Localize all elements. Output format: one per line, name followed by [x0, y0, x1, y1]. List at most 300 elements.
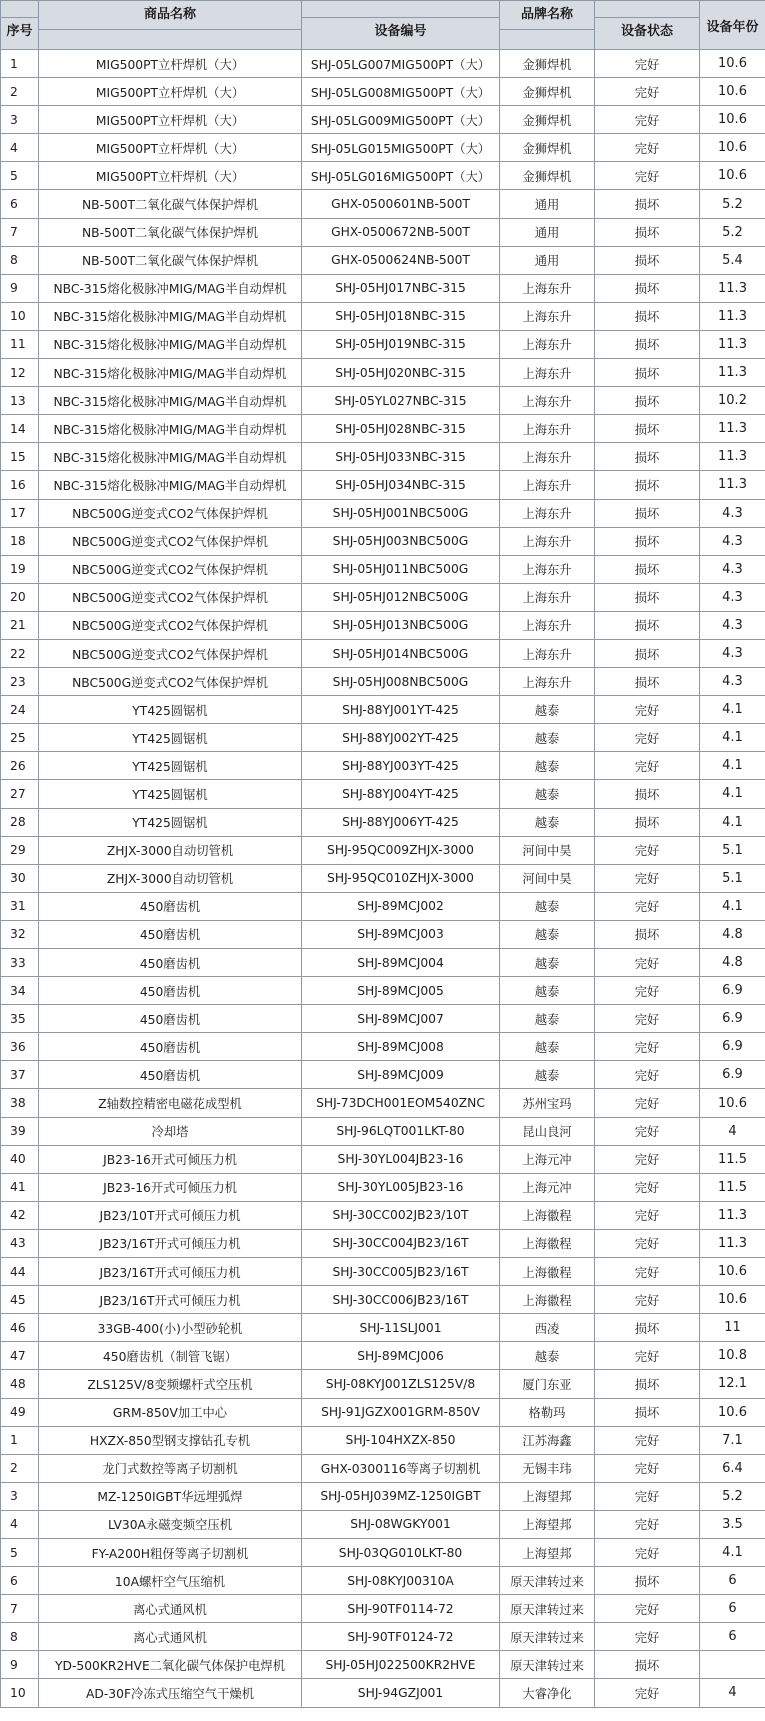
- cell-status: 完好: [595, 1342, 700, 1370]
- cell-device-code: SHJ-05LG009MIG500PT（大）: [302, 106, 500, 134]
- cell-year: 4.3: [700, 555, 765, 583]
- cell-index: 41: [1, 1173, 39, 1201]
- cell-status: 损坏: [595, 499, 700, 527]
- cell-device-code: SHJ-30YL005JB23-16: [302, 1173, 500, 1201]
- cell-status: 损坏: [595, 808, 700, 836]
- table-row: [1, 1061, 765, 1089]
- table-row: [1, 1651, 765, 1679]
- cell-brand: 金狮焊机: [500, 134, 595, 162]
- table-row: [1, 555, 765, 583]
- cell-device-code: SHJ-05LG016MIG500PT（大）: [302, 162, 500, 190]
- table-row: [1, 892, 765, 920]
- cell-status: 完好: [595, 1623, 700, 1651]
- table-row: [1, 752, 765, 780]
- cell-year: 10.2: [700, 387, 765, 415]
- cell-product-name: JB23-16开式可倾压力机: [39, 1145, 302, 1173]
- cell-brand: 越泰: [500, 808, 595, 836]
- cell-year: 12.1: [700, 1370, 765, 1398]
- cell-brand: 西凌: [500, 1314, 595, 1342]
- cell-device-code: SHJ-05HJ028NBC-315: [302, 415, 500, 443]
- cell-year: 6: [700, 1623, 765, 1651]
- cell-year: 10.6: [700, 1398, 765, 1426]
- cell-device-code: SHJ-05HJ017NBC-315: [302, 274, 500, 302]
- cell-brand: 上海徽程: [500, 1258, 595, 1286]
- cell-device-code: SHJ-30CC005JB23/16T: [302, 1258, 500, 1286]
- cell-index: 10: [1, 1679, 39, 1707]
- cell-product-name: YT425圆锯机: [39, 808, 302, 836]
- cell-device-code: SHJ-89MCJ008: [302, 1033, 500, 1061]
- cell-product-name: YT425圆锯机: [39, 724, 302, 752]
- cell-status: 完好: [595, 977, 700, 1005]
- cell-status: 损坏: [595, 920, 700, 948]
- cell-year: 4: [700, 1117, 765, 1145]
- header-index: 序号: [1, 1, 39, 50]
- cell-product-name: 450磨齿机: [39, 1033, 302, 1061]
- table-row: [1, 1454, 765, 1482]
- cell-brand: 金狮焊机: [500, 106, 595, 134]
- cell-product-name: YD-500KR2HVE二氧化碳气体保护电焊机: [39, 1651, 302, 1679]
- cell-status: 损坏: [595, 1651, 700, 1679]
- cell-product-name: JB23-16开式可倾压力机: [39, 1173, 302, 1201]
- table-row: [1, 499, 765, 527]
- cell-status: 完好: [595, 1510, 700, 1538]
- cell-product-name: JB23/16T开式可倾压力机: [39, 1258, 302, 1286]
- cell-index: 24: [1, 696, 39, 724]
- table-row: [1, 50, 765, 78]
- cell-device-code: SHJ-05LG015MIG500PT（大）: [302, 134, 500, 162]
- table-row: [1, 78, 765, 106]
- cell-device-code: SHJ-05YL027NBC-315: [302, 387, 500, 415]
- cell-year: 4.1: [700, 696, 765, 724]
- cell-status: 完好: [595, 1258, 700, 1286]
- cell-index: 5: [1, 162, 39, 190]
- cell-index: 47: [1, 1342, 39, 1370]
- cell-year: 4.1: [700, 892, 765, 920]
- cell-brand: 上海东升: [500, 555, 595, 583]
- cell-device-code: SHJ-30YL004JB23-16: [302, 1145, 500, 1173]
- cell-year: 4.3: [700, 499, 765, 527]
- cell-status: 完好: [595, 836, 700, 864]
- cell-brand: 上海东升: [500, 611, 595, 639]
- cell-device-code: SHJ-08KYJ00310A: [302, 1567, 500, 1595]
- table-row: [1, 1567, 765, 1595]
- cell-device-code: SHJ-05HJ012NBC500G: [302, 583, 500, 611]
- cell-index: 6: [1, 190, 39, 218]
- cell-year: 10.6: [700, 134, 765, 162]
- cell-index: 16: [1, 471, 39, 499]
- cell-year: 4.3: [700, 611, 765, 639]
- cell-index: 3: [1, 1482, 39, 1510]
- cell-year: 10.6: [700, 162, 765, 190]
- cell-product-name: 离心式通风机: [39, 1623, 302, 1651]
- cell-brand: 上海望邦: [500, 1510, 595, 1538]
- table-row: [1, 1258, 765, 1286]
- cell-status: 完好: [595, 1426, 700, 1454]
- table-row: [1, 977, 765, 1005]
- cell-device-code: SHJ-05LG008MIG500PT（大）: [302, 78, 500, 106]
- table-row: [1, 696, 765, 724]
- cell-brand: 上海东升: [500, 387, 595, 415]
- cell-device-code: SHJ-05HJ001NBC500G: [302, 499, 500, 527]
- table-row: [1, 1482, 765, 1510]
- cell-brand: 上海东升: [500, 668, 595, 696]
- cell-year: 10.6: [700, 50, 765, 78]
- cell-year: 5.1: [700, 836, 765, 864]
- table-row: [1, 1173, 765, 1201]
- cell-year: 4.3: [700, 639, 765, 667]
- cell-status: 完好: [595, 892, 700, 920]
- cell-status: 完好: [595, 1061, 700, 1089]
- cell-year: 4.1: [700, 780, 765, 808]
- cell-product-name: NBC-315熔化极脉冲MIG/MAG半自动焊机: [39, 471, 302, 499]
- cell-brand: 越泰: [500, 780, 595, 808]
- cell-status: 损坏: [595, 246, 700, 274]
- table-row: [1, 1538, 765, 1566]
- cell-product-name: 龙门式数控等离子切割机: [39, 1454, 302, 1482]
- cell-product-name: NBC-315熔化极脉冲MIG/MAG半自动焊机: [39, 274, 302, 302]
- cell-device-code: GHX-0300116等离子切割机: [302, 1454, 500, 1482]
- table-row: [1, 190, 765, 218]
- cell-device-code: SHJ-08KYJ001ZLS125V/8: [302, 1370, 500, 1398]
- cell-year: 10.6: [700, 106, 765, 134]
- table-row: [1, 415, 765, 443]
- cell-brand: 上海东升: [500, 471, 595, 499]
- cell-index: 2: [1, 1454, 39, 1482]
- cell-brand: 江苏海鑫: [500, 1426, 595, 1454]
- cell-index: 9: [1, 274, 39, 302]
- table-row: [1, 1398, 765, 1426]
- cell-brand: 河间中昊: [500, 864, 595, 892]
- cell-device-code: SHJ-89MCJ004: [302, 949, 500, 977]
- table-row: [1, 780, 765, 808]
- cell-device-code: SHJ-30CC002JB23/10T: [302, 1201, 500, 1229]
- cell-product-name: FY-A200H粗伢等离子切割机: [39, 1538, 302, 1566]
- table-row: [1, 1089, 765, 1117]
- cell-brand: 无锡丰玮: [500, 1454, 595, 1482]
- cell-brand: 上海东升: [500, 583, 595, 611]
- cell-index: 39: [1, 1117, 39, 1145]
- cell-year: 11.5: [700, 1145, 765, 1173]
- header-product-name: 商品名称: [39, 1, 302, 50]
- cell-brand: 越泰: [500, 696, 595, 724]
- table-row: [1, 1510, 765, 1538]
- cell-product-name: JB23/16T开式可倾压力机: [39, 1286, 302, 1314]
- cell-product-name: NBC-315熔化极脉冲MIG/MAG半自动焊机: [39, 359, 302, 387]
- cell-year: 6: [700, 1595, 765, 1623]
- cell-index: 15: [1, 443, 39, 471]
- table-row: [1, 920, 765, 948]
- cell-status: 损坏: [595, 471, 700, 499]
- cell-status: 损坏: [595, 611, 700, 639]
- cell-product-name: GRM-850V加工中心: [39, 1398, 302, 1426]
- cell-product-name: YT425圆锯机: [39, 752, 302, 780]
- header-device-code: 设备编号: [302, 1, 500, 50]
- table-row: [1, 330, 765, 358]
- cell-index: 21: [1, 611, 39, 639]
- cell-index: 8: [1, 246, 39, 274]
- cell-year: 10.6: [700, 1258, 765, 1286]
- cell-device-code: SHJ-08WGKY001: [302, 1510, 500, 1538]
- table-row: [1, 1229, 765, 1257]
- cell-year: 11.3: [700, 471, 765, 499]
- table-row: [1, 443, 765, 471]
- cell-brand: 河间中昊: [500, 836, 595, 864]
- cell-index: 22: [1, 639, 39, 667]
- cell-brand: 上海东升: [500, 639, 595, 667]
- cell-year: [700, 1651, 765, 1679]
- cell-index: 10: [1, 302, 39, 330]
- cell-status: 完好: [595, 1145, 700, 1173]
- cell-year: 4.1: [700, 752, 765, 780]
- cell-device-code: SHJ-88YJ006YT-425: [302, 808, 500, 836]
- header-year: 设备年份: [700, 1, 765, 50]
- cell-brand: 上海元冲: [500, 1173, 595, 1201]
- cell-product-name: 450磨齿机: [39, 1005, 302, 1033]
- cell-brand: 越泰: [500, 920, 595, 948]
- cell-status: 完好: [595, 864, 700, 892]
- cell-product-name: Z轴数控精密电磁花成型机: [39, 1089, 302, 1117]
- cell-year: 4.1: [700, 1538, 765, 1566]
- cell-device-code: SHJ-91JGZX001GRM-850V: [302, 1398, 500, 1426]
- cell-year: 10.6: [700, 1089, 765, 1117]
- cell-product-name: NBC500G逆变式CO2气体保护焊机: [39, 555, 302, 583]
- cell-index: 30: [1, 864, 39, 892]
- cell-brand: 上海东升: [500, 274, 595, 302]
- table-row: [1, 949, 765, 977]
- cell-product-name: NBC500G逆变式CO2气体保护焊机: [39, 668, 302, 696]
- cell-index: 40: [1, 1145, 39, 1173]
- cell-index: 19: [1, 555, 39, 583]
- cell-product-name: NBC500G逆变式CO2气体保护焊机: [39, 639, 302, 667]
- table-row: [1, 864, 765, 892]
- cell-device-code: SHJ-11SLJ001: [302, 1314, 500, 1342]
- cell-device-code: SHJ-05HJ003NBC500G: [302, 527, 500, 555]
- cell-device-code: SHJ-05HJ011NBC500G: [302, 555, 500, 583]
- cell-device-code: GHX-0500672NB-500T: [302, 218, 500, 246]
- cell-brand: 越泰: [500, 1342, 595, 1370]
- cell-brand: 上海徽程: [500, 1286, 595, 1314]
- cell-index: 44: [1, 1258, 39, 1286]
- cell-product-name: LV30A永磁变频空压机: [39, 1510, 302, 1538]
- cell-product-name: JB23/16T开式可倾压力机: [39, 1229, 302, 1257]
- cell-device-code: SHJ-05HJ039MZ-1250IGBT: [302, 1482, 500, 1510]
- cell-device-code: SHJ-05HJ020NBC-315: [302, 359, 500, 387]
- cell-status: 完好: [595, 696, 700, 724]
- cell-index: 42: [1, 1201, 39, 1229]
- table-row: [1, 1426, 765, 1454]
- cell-index: 6: [1, 1567, 39, 1595]
- cell-year: 4.3: [700, 583, 765, 611]
- cell-status: 损坏: [595, 555, 700, 583]
- table-row: [1, 1145, 765, 1173]
- cell-device-code: SHJ-05LG007MIG500PT（大）: [302, 50, 500, 78]
- cell-device-code: SHJ-89MCJ007: [302, 1005, 500, 1033]
- cell-year: 6.9: [700, 1005, 765, 1033]
- cell-index: 34: [1, 977, 39, 1005]
- table-row: [1, 668, 765, 696]
- cell-status: 损坏: [595, 527, 700, 555]
- cell-index: 26: [1, 752, 39, 780]
- cell-status: 完好: [595, 162, 700, 190]
- table-row: [1, 1005, 765, 1033]
- cell-device-code: SHJ-73DCH001EOM540ZNC: [302, 1089, 500, 1117]
- table-row: [1, 302, 765, 330]
- cell-product-name: 450磨齿机（制管飞锯）: [39, 1342, 302, 1370]
- cell-product-name: 450磨齿机: [39, 977, 302, 1005]
- table-row: [1, 583, 765, 611]
- cell-brand: 越泰: [500, 1033, 595, 1061]
- cell-index: 48: [1, 1370, 39, 1398]
- cell-product-name: NBC-315熔化极脉冲MIG/MAG半自动焊机: [39, 415, 302, 443]
- table-row: [1, 387, 765, 415]
- cell-index: 32: [1, 920, 39, 948]
- table-row: [1, 274, 765, 302]
- table-row: [1, 1314, 765, 1342]
- cell-year: 6.9: [700, 977, 765, 1005]
- cell-year: 11: [700, 1314, 765, 1342]
- cell-brand: 上海徽程: [500, 1201, 595, 1229]
- cell-device-code: SHJ-96LQT001LKT-80: [302, 1117, 500, 1145]
- table-row: [1, 1595, 765, 1623]
- cell-product-name: HXZX-850型钢支撑钻孔专机: [39, 1426, 302, 1454]
- table-row: [1, 1033, 765, 1061]
- cell-index: 23: [1, 668, 39, 696]
- cell-index: 17: [1, 499, 39, 527]
- table-row: [1, 359, 765, 387]
- cell-status: 完好: [595, 1595, 700, 1623]
- cell-brand: 上海元冲: [500, 1145, 595, 1173]
- cell-device-code: SHJ-05HJ013NBC500G: [302, 611, 500, 639]
- table-row: [1, 639, 765, 667]
- cell-status: 损坏: [595, 415, 700, 443]
- cell-index: 27: [1, 780, 39, 808]
- cell-index: 1: [1, 1426, 39, 1454]
- cell-year: 4.3: [700, 527, 765, 555]
- cell-year: 5.2: [700, 1482, 765, 1510]
- table-row: [1, 218, 765, 246]
- header-status: 设备状态: [595, 1, 700, 50]
- cell-status: 完好: [595, 50, 700, 78]
- cell-status: 损坏: [595, 668, 700, 696]
- cell-product-name: 33GB-400(小)小型砂轮机: [39, 1314, 302, 1342]
- cell-year: 11.3: [700, 443, 765, 471]
- cell-device-code: SHJ-05HJ008NBC500G: [302, 668, 500, 696]
- cell-index: 13: [1, 387, 39, 415]
- cell-status: 完好: [595, 1033, 700, 1061]
- table-row: [1, 808, 765, 836]
- cell-year: 5.2: [700, 190, 765, 218]
- cell-brand: 格勒玛: [500, 1398, 595, 1426]
- cell-status: 完好: [595, 949, 700, 977]
- cell-year: 5.4: [700, 246, 765, 274]
- cell-device-code: GHX-0500624NB-500T: [302, 246, 500, 274]
- cell-device-code: SHJ-88YJ002YT-425: [302, 724, 500, 752]
- cell-index: 31: [1, 892, 39, 920]
- cell-year: 10.6: [700, 78, 765, 106]
- cell-product-name: 冷却塔: [39, 1117, 302, 1145]
- cell-product-name: JB23/10T开式可倾压力机: [39, 1201, 302, 1229]
- cell-device-code: SHJ-05HJ018NBC-315: [302, 302, 500, 330]
- cell-device-code: SHJ-89MCJ002: [302, 892, 500, 920]
- cell-brand: 厦门东亚: [500, 1370, 595, 1398]
- cell-brand: 上海东升: [500, 302, 595, 330]
- cell-product-name: NBC500G逆变式CO2气体保护焊机: [39, 611, 302, 639]
- cell-brand: 原天津转过来: [500, 1651, 595, 1679]
- table-row: [1, 724, 765, 752]
- cell-year: 7.1: [700, 1426, 765, 1454]
- cell-product-name: 450磨齿机: [39, 892, 302, 920]
- cell-status: 完好: [595, 752, 700, 780]
- cell-brand: 原天津转过来: [500, 1567, 595, 1595]
- table-row: [1, 527, 765, 555]
- cell-index: 3: [1, 106, 39, 134]
- header-row: [1, 1, 765, 50]
- cell-status: 完好: [595, 1482, 700, 1510]
- cell-status: 损坏: [595, 1567, 700, 1595]
- cell-status: 完好: [595, 1005, 700, 1033]
- cell-status: 完好: [595, 134, 700, 162]
- cell-product-name: MIG500PT立杆焊机（大）: [39, 134, 302, 162]
- cell-device-code: SHJ-05HJ019NBC-315: [302, 330, 500, 358]
- cell-index: 37: [1, 1061, 39, 1089]
- cell-brand: 金狮焊机: [500, 78, 595, 106]
- table-row: [1, 1286, 765, 1314]
- cell-brand: 上海徽程: [500, 1229, 595, 1257]
- cell-device-code: SHJ-104HXZX-850: [302, 1426, 500, 1454]
- cell-status: 损坏: [595, 443, 700, 471]
- cell-index: 33: [1, 949, 39, 977]
- cell-status: 损坏: [595, 302, 700, 330]
- cell-brand: 原天津转过来: [500, 1623, 595, 1651]
- cell-index: 2: [1, 78, 39, 106]
- header-brand: 品牌名称: [500, 1, 595, 50]
- cell-product-name: AD-30F冷冻式压缩空气干燥机: [39, 1679, 302, 1707]
- cell-status: 完好: [595, 1679, 700, 1707]
- cell-status: 完好: [595, 1117, 700, 1145]
- cell-product-name: 450磨齿机: [39, 1061, 302, 1089]
- cell-brand: 上海望邦: [500, 1482, 595, 1510]
- cell-index: 4: [1, 1510, 39, 1538]
- cell-index: 9: [1, 1651, 39, 1679]
- cell-year: 6.4: [700, 1454, 765, 1482]
- cell-product-name: 450磨齿机: [39, 920, 302, 948]
- cell-product-name: YT425圆锯机: [39, 696, 302, 724]
- cell-product-name: ZHJX-3000自动切管机: [39, 836, 302, 864]
- cell-index: 28: [1, 808, 39, 836]
- cell-brand: 越泰: [500, 752, 595, 780]
- cell-status: 损坏: [595, 330, 700, 358]
- cell-product-name: NBC500G逆变式CO2气体保护焊机: [39, 583, 302, 611]
- cell-index: 18: [1, 527, 39, 555]
- cell-device-code: SHJ-90TF0124-72: [302, 1623, 500, 1651]
- cell-product-name: NBC-315熔化极脉冲MIG/MAG半自动焊机: [39, 330, 302, 358]
- cell-product-name: 离心式通风机: [39, 1595, 302, 1623]
- cell-status: 完好: [595, 1454, 700, 1482]
- cell-status: 损坏: [595, 274, 700, 302]
- cell-product-name: NBC-315熔化极脉冲MIG/MAG半自动焊机: [39, 302, 302, 330]
- cell-brand: 越泰: [500, 892, 595, 920]
- cell-device-code: SHJ-88YJ003YT-425: [302, 752, 500, 780]
- cell-year: 4.8: [700, 949, 765, 977]
- cell-status: 完好: [595, 106, 700, 134]
- cell-status: 损坏: [595, 190, 700, 218]
- cell-brand: 上海望邦: [500, 1538, 595, 1566]
- cell-status: 完好: [595, 724, 700, 752]
- cell-device-code: SHJ-05HJ014NBC500G: [302, 639, 500, 667]
- cell-device-code: SHJ-05HJ034NBC-315: [302, 471, 500, 499]
- cell-year: 11.3: [700, 330, 765, 358]
- cell-status: 损坏: [595, 639, 700, 667]
